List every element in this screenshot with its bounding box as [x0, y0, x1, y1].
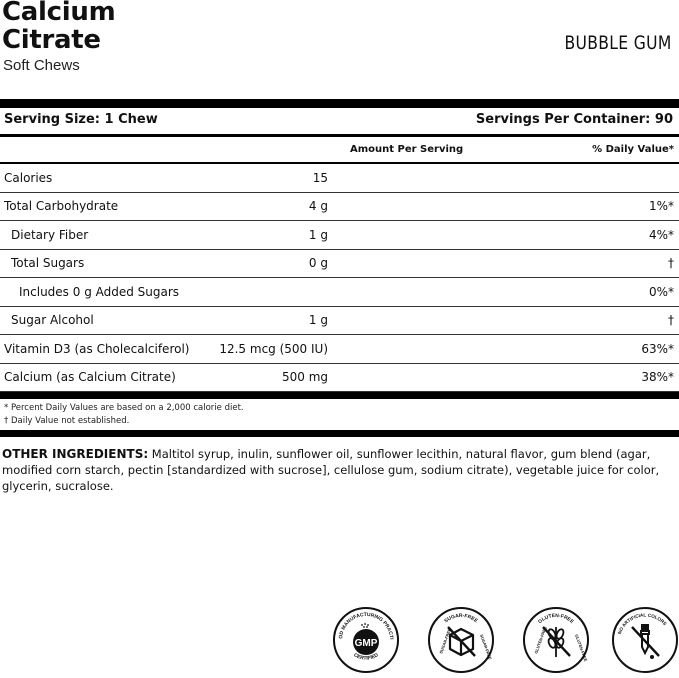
- nutrient-name: Vitamin D3 (as Cholecalciferol): [0, 335, 203, 364]
- sugar-free-right-text: SUGAR-FREE: [479, 633, 493, 661]
- nutrient-amount: 4 g: [203, 192, 564, 221]
- svg-text:GLUTEN-FREE: [537, 613, 575, 626]
- sugar-free-top-text: SUGAR-FREE: [443, 612, 479, 625]
- daily-value-header: % Daily Value*: [592, 144, 674, 155]
- gmp-bottom-text: CERTIFIED: [352, 652, 380, 662]
- nutrient-amount: 1 g: [203, 306, 564, 335]
- serving-rule: [0, 134, 679, 137]
- servings-per-container: Servings Per Container: 90: [475, 112, 673, 127]
- nutrient-row: [0, 335, 679, 364]
- nutrient-daily-value: 4%*: [564, 221, 679, 250]
- nutrient-name: Calories: [0, 164, 203, 192]
- footnote-percent: * Percent Daily Values are based on a 2,000 calorie diet.: [4, 403, 244, 413]
- gmp-top-text: OD MANUFACTURING PRACTI: [337, 611, 395, 640]
- nutrient-row: [0, 363, 679, 392]
- nutrient-row: [0, 306, 679, 335]
- nutrient-amount: 0 g: [203, 249, 564, 278]
- nutrient-row: [0, 221, 679, 250]
- nutrient-amount: 500 mg: [203, 363, 564, 392]
- other-ingredients: [2, 446, 674, 494]
- nutrient-name: Total Sugars: [0, 249, 203, 278]
- gluten-free-top-text: GLUTEN-FREE: [537, 612, 575, 626]
- nutrient-row: [0, 278, 679, 307]
- flavor-label: BUBBLE GUM: [564, 32, 672, 54]
- product-subtitle: Soft Chews: [3, 57, 80, 74]
- nutrient-amount: 1 g: [203, 221, 564, 250]
- sugar-free-left-text: SUGAR-FREE: [438, 627, 452, 655]
- svg-text:SUGAR-FREE: [443, 613, 479, 625]
- facts-bottom-rule: [0, 392, 679, 399]
- nutrition-facts-table: [0, 164, 679, 392]
- top-thick-rule: [0, 99, 679, 108]
- footnote-dagger: † Daily Value not established.: [4, 416, 130, 426]
- sugar-cube-crossed-icon: [428, 607, 494, 673]
- wheat-crossed-icon: [523, 607, 589, 673]
- nutrient-daily-value: 0%*: [564, 278, 679, 307]
- nutrient-name: Sugar Alcohol: [0, 306, 203, 335]
- footnote-bottom-rule: [0, 430, 679, 437]
- ingredients-label: OTHER INGREDIENTS:: [2, 447, 149, 461]
- nutrient-amount: [203, 278, 564, 307]
- serving-size: Serving Size: 1 Chew: [4, 112, 158, 127]
- product-title: [2, 0, 115, 54]
- nutrient-name: Includes 0 g Added Sugars: [0, 278, 203, 307]
- nutrient-amount: 15: [203, 164, 564, 192]
- no-colors-top-text: NO ARTIFICIAL COLORS: [616, 612, 668, 635]
- nutrient-daily-value: 38%*: [564, 363, 679, 392]
- gluten-free-right-text: GLUTEN-FREE: [574, 633, 589, 663]
- dropper-crossed-icon: [612, 607, 678, 673]
- title-line-1: Calcium: [2, 0, 116, 27]
- nutrient-name: Dietary Fiber: [0, 221, 203, 250]
- ingredients-text: Maltitol syrup, inulin, sunflower oil, sunflower lecithin, natural flavor, gum blend (agar, modified corn starch, pectin [standardized with sucrose], cellulose gum, sodium citrate), vegetable juice for color, glycerin, sucralose.: [2, 447, 660, 493]
- amount-per-serving-header: Amount Per Serving: [350, 144, 464, 155]
- nutrient-daily-value: †: [564, 306, 679, 335]
- nutrient-amount: 12.5 mcg (500 IU): [203, 335, 564, 364]
- nutrient-row: [0, 164, 679, 192]
- gluten-free-left-text: GLUTEN-FREE: [533, 625, 548, 655]
- nutrient-row: [0, 249, 679, 278]
- title-line-2: Citrate: [2, 25, 101, 55]
- nutrient-name: Calcium (as Calcium Citrate): [0, 363, 203, 392]
- gmp-badge-icon: [333, 607, 399, 673]
- nutrient-daily-value: 63%*: [564, 335, 679, 364]
- nutrient-daily-value: 1%*: [564, 192, 679, 221]
- gmp-center-text: GMP: [354, 638, 378, 649]
- nutrient-daily-value: [564, 164, 679, 192]
- nutrient-name: Total Carbohydrate: [0, 192, 203, 221]
- nutrient-daily-value: †: [564, 249, 679, 278]
- nutrient-row: [0, 192, 679, 221]
